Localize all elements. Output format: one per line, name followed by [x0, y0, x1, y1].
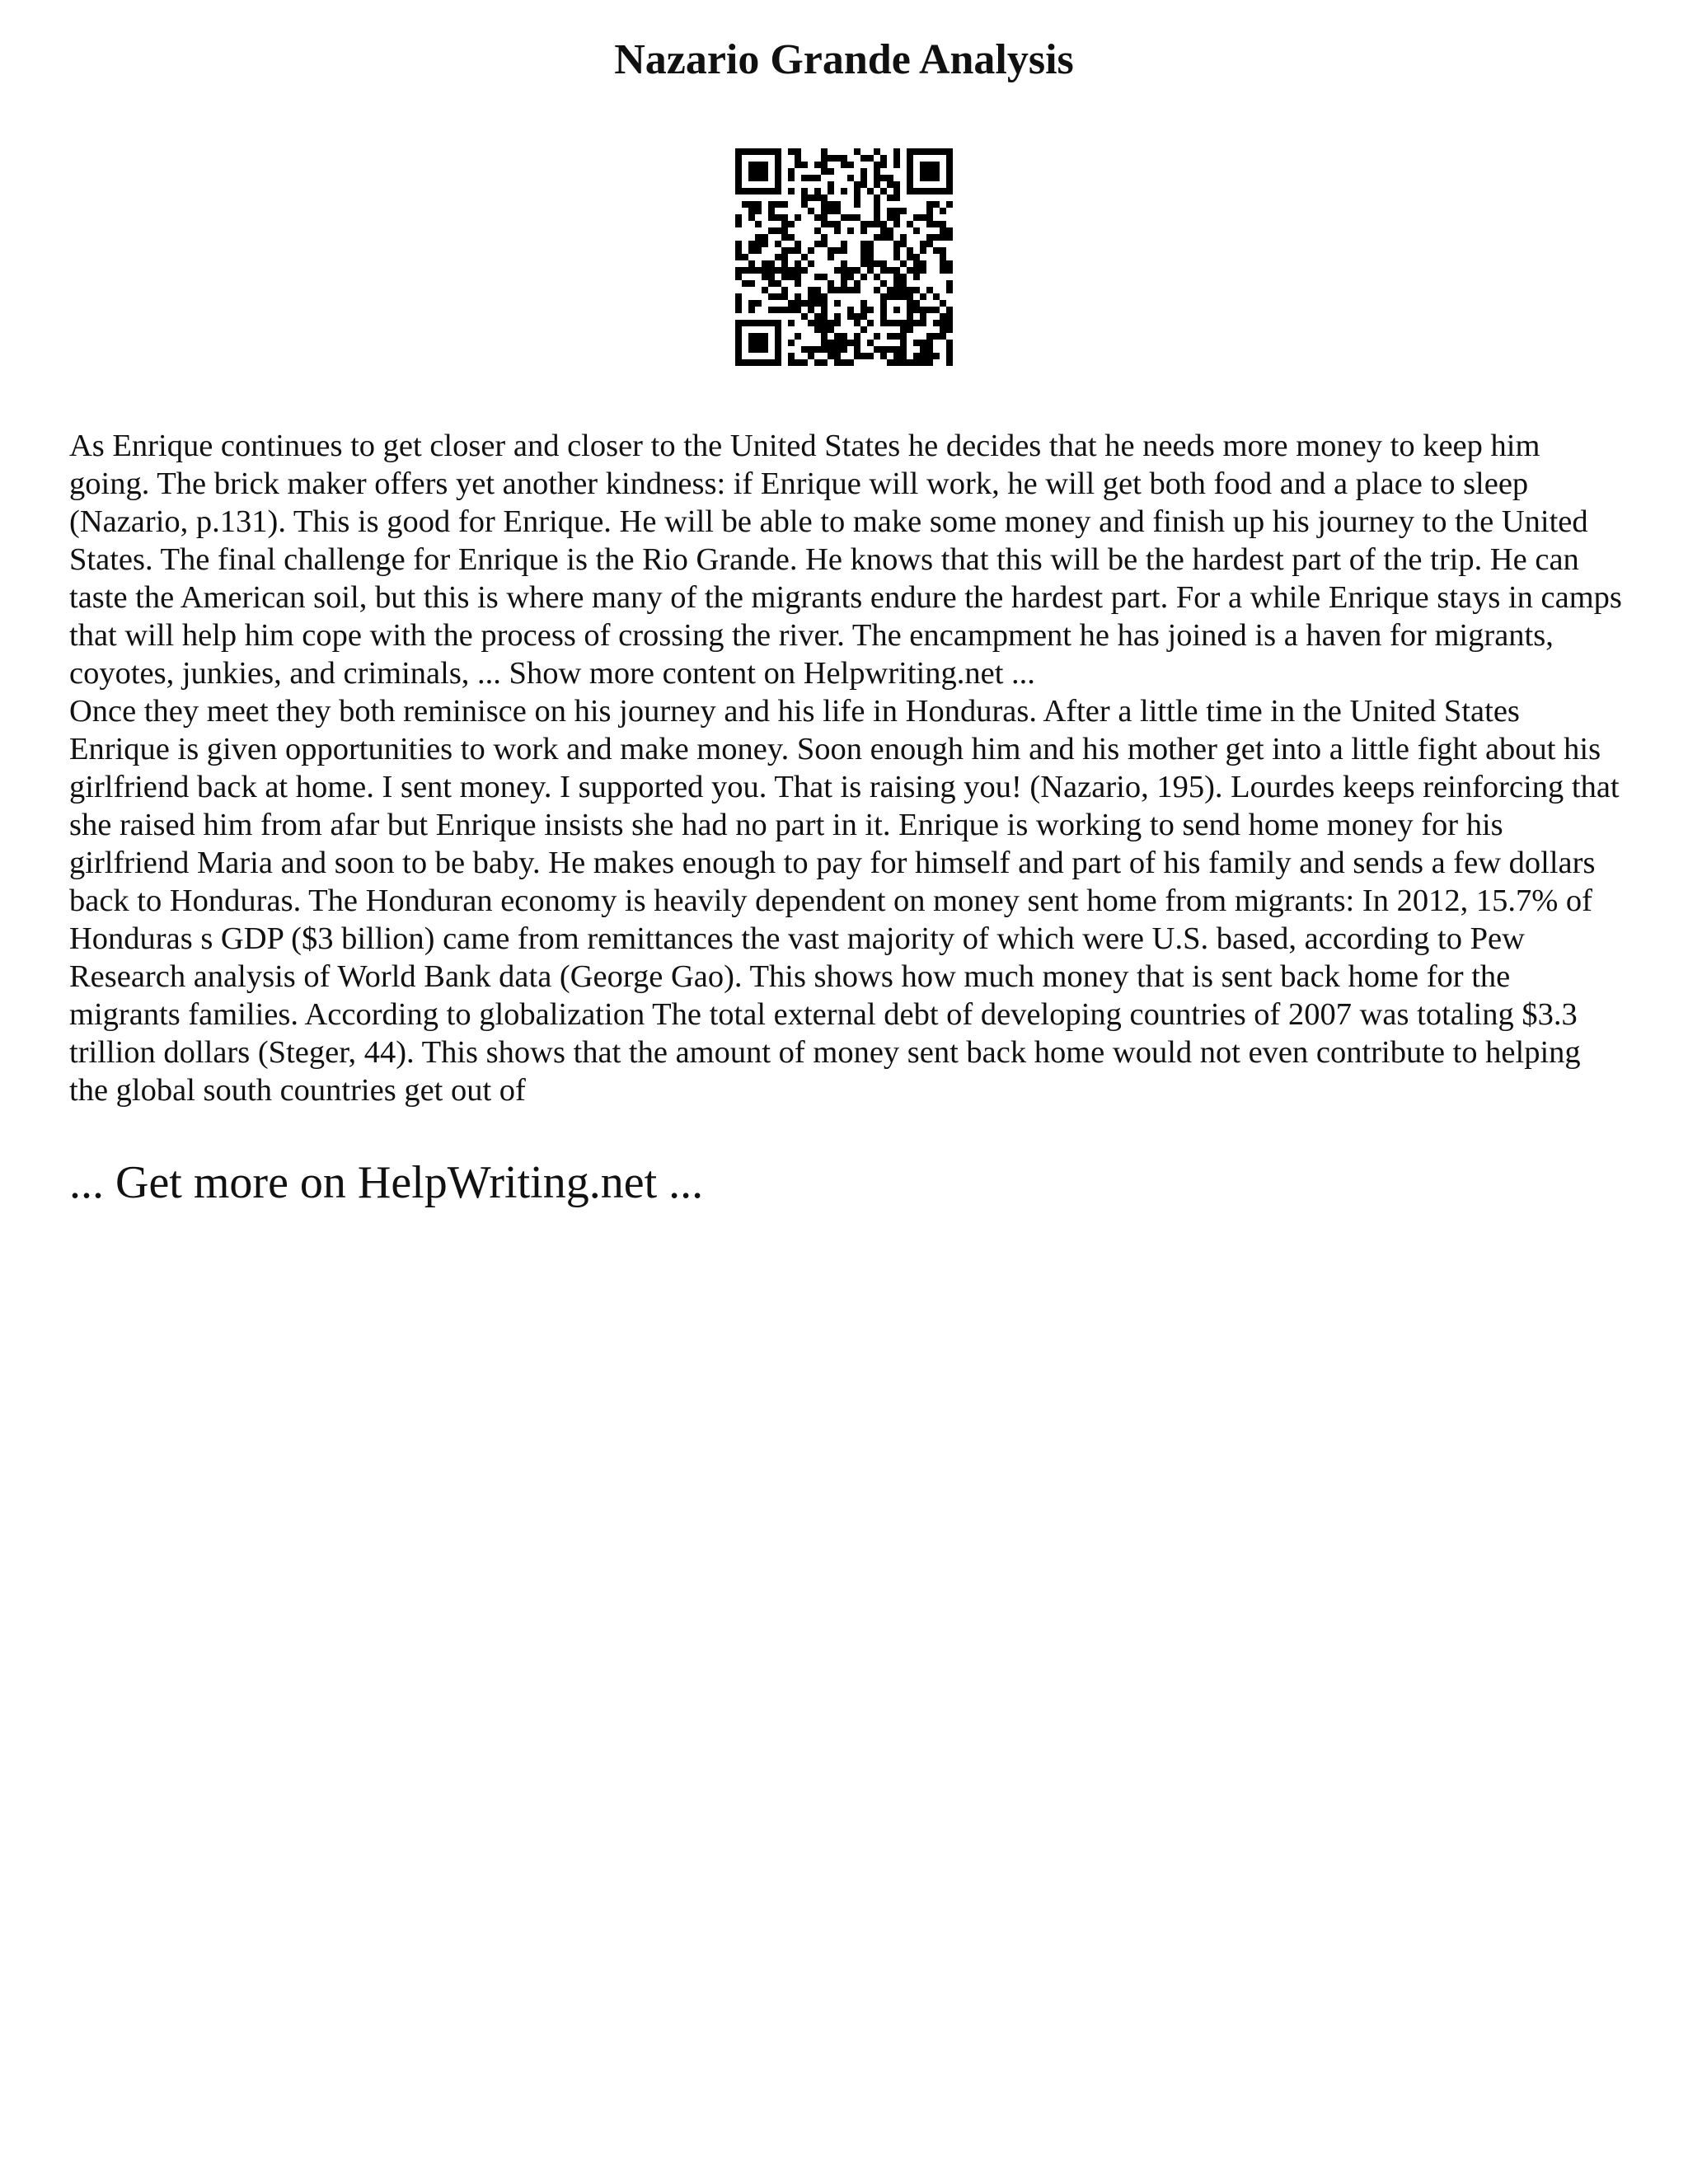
paragraph-2: Once they meet they both reminisce on his journey and his life in Honduras. After a little time in the United States Enrique is given opportunities to work and make money. Soon enough him and his mother get into a little fight about his girlfriend back at home. I sent money. I supported you. That is raising you! (Nazario, 195). Lourdes keeps reinforcing that she raised him from afar but Enrique insists she had no part in it. Enrique is working to send home money for his girlfriend Maria and soon to be baby. He makes enough to pay for himself and part of his family and sends a few dollars back to Honduras. The Honduran economy is heavily dependent on money sent home from migrants: In 2012, 15.7% of Honduras s GDP ($3 billion) came from remittances the vast majority of which were U.S. based, according to Pew Research analysis of World Bank data (George Gao). This shows how much money that is sent back home for the migrants families. According to globalization The total external debt of developing countries of 2007 was totaling $3.3 trillion dollars (Steger, 44). This shows that the amount of money sent back home would not even contribute to helping the global south countries get out of	[69, 694, 1620, 1108]
qr-code-graphic	[735, 148, 953, 366]
get-more-link[interactable]: ... Get more on HelpWriting.net ...	[69, 1157, 704, 1208]
article-body	[69, 427, 1627, 1109]
paragraph-1: As Enrique continues to get closer and closer to the United States he decides that he needs more money to keep him going. The brick maker offers yet another kindness: if Enrique will work, he will get both food and a place to sleep (Nazario, p.131). This is good for Enrique. He will be able to make some money and finish up his journey to the United States. The final challenge for Enrique is the Rio Grande. He knows that this will be the hardest part of the trip. He can taste the American soil, but this is where many of the migrants endure the hardest part. For a while Enrique stays in camps that will help him cope with the process of crossing the river. The encampment he has joined is a haven for migrants, coyotes, junkies, and criminals, ... Show more content on Helpwriting.net ...	[69, 429, 1622, 691]
page-title: Nazario Grande Analysis	[614, 36, 1074, 83]
qr-code-icon	[735, 148, 953, 366]
